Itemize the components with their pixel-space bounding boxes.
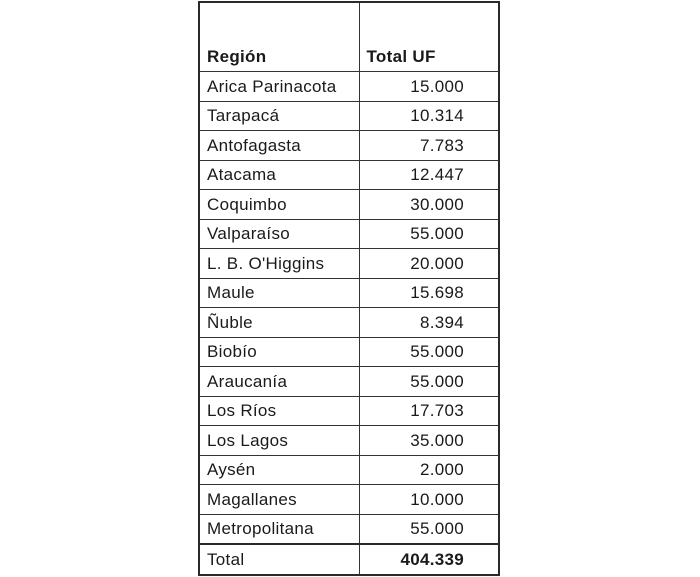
region-cell: Los Ríos — [199, 396, 359, 426]
table-row — [199, 367, 499, 397]
document-page — [198, 1, 502, 577]
column-header-total-uf: Total UF — [359, 2, 499, 72]
total-uf-cell: 55.000 — [359, 219, 499, 249]
table-row — [199, 337, 499, 367]
header-row — [199, 2, 499, 72]
total-uf-cell: 15.698 — [359, 278, 499, 308]
region-cell: Metropolitana — [199, 514, 359, 544]
total-uf-cell: 35.000 — [359, 426, 499, 456]
grand-total-cell: 404.339 — [359, 544, 499, 575]
table-row — [199, 131, 499, 161]
total-uf-cell: 15.000 — [359, 72, 499, 102]
region-cell: Los Lagos — [199, 426, 359, 456]
region-cell: Ñuble — [199, 308, 359, 338]
table-row — [199, 455, 499, 485]
total-label-cell: Total — [199, 544, 359, 575]
region-cell: Antofagasta — [199, 131, 359, 161]
region-budget-table — [198, 1, 500, 576]
total-uf-cell: 55.000 — [359, 367, 499, 397]
table-row — [199, 514, 499, 544]
total-uf-cell: 8.394 — [359, 308, 499, 338]
total-uf-cell: 20.000 — [359, 249, 499, 279]
table-row — [199, 396, 499, 426]
region-cell: Aysén — [199, 455, 359, 485]
total-uf-cell: 55.000 — [359, 514, 499, 544]
region-cell: Coquimbo — [199, 190, 359, 220]
table-row — [199, 249, 499, 279]
total-uf-cell: 55.000 — [359, 337, 499, 367]
table-row — [199, 190, 499, 220]
total-uf-cell: 7.783 — [359, 131, 499, 161]
column-header-region: Región — [199, 2, 359, 72]
region-cell: Araucanía — [199, 367, 359, 397]
total-uf-cell: 10.000 — [359, 485, 499, 515]
table-row — [199, 160, 499, 190]
region-cell: L. B. O'Higgins — [199, 249, 359, 279]
total-uf-cell: 17.703 — [359, 396, 499, 426]
region-cell: Atacama — [199, 160, 359, 190]
total-uf-cell: 10.314 — [359, 101, 499, 131]
table-row — [199, 426, 499, 456]
total-uf-cell: 2.000 — [359, 455, 499, 485]
region-cell: Valparaíso — [199, 219, 359, 249]
table-row — [199, 308, 499, 338]
table-body — [199, 72, 499, 576]
table-row — [199, 219, 499, 249]
region-cell: Tarapacá — [199, 101, 359, 131]
table-row — [199, 485, 499, 515]
table-row — [199, 72, 499, 102]
region-cell: Biobío — [199, 337, 359, 367]
region-cell: Maule — [199, 278, 359, 308]
region-cell: Arica Parinacota — [199, 72, 359, 102]
total-row — [199, 544, 499, 575]
table-header — [199, 2, 499, 72]
table-row — [199, 278, 499, 308]
table-row — [199, 101, 499, 131]
total-uf-cell: 12.447 — [359, 160, 499, 190]
region-cell: Magallanes — [199, 485, 359, 515]
total-uf-cell: 30.000 — [359, 190, 499, 220]
